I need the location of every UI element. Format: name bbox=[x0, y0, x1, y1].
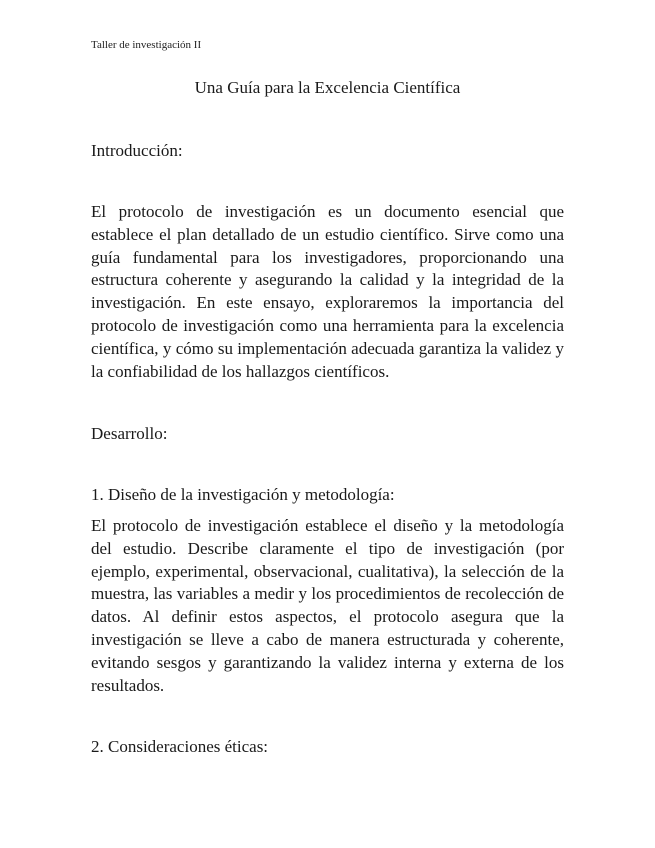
section-heading-development: Desarrollo: bbox=[91, 424, 168, 443]
section-heading-introduction: Introducción: bbox=[91, 141, 183, 160]
running-header: Taller de investigación II bbox=[91, 39, 202, 51]
paragraph-introduction: El protocolo de investigación es un documento esencial que establece el plan detallado de un estudio científico. Sirve como una guía fundamental para los investigadores, proporcionando una estructura coherente y asegurando la calidad y la integridad de la investigación. En este ensayo, exploraremos la importancia del protocolo de investigación como una herramienta para la excelencia científica, y cómo su implementación adecuada garantiza la validez y la confiabilidad de los hallazgos científicos. bbox=[91, 202, 564, 381]
document-title: Una Guía para la Excelencia Científica bbox=[194, 78, 461, 97]
paragraph-design-methodology: El protocolo de investigación establece el diseño y la metodología del estudio. Describe claramente el tipo de investigación (por ejemplo, experimental, observacional, cualitativa), la selección de la muestra, las variables a medir y los procedimientos de recolección de datos. Al definir estos aspectos, el protocolo asegura que la investigación se lleve a cabo de manera estructurada y coherente, evitando sesgos y garantizando la validez interna y externa de los resultados. bbox=[91, 516, 564, 695]
subsection-heading-design-methodology: 1. Diseño de la investigación y metodología: bbox=[91, 485, 395, 504]
subsection-heading-ethical-considerations: 2. Consideraciones éticas: bbox=[91, 737, 269, 756]
